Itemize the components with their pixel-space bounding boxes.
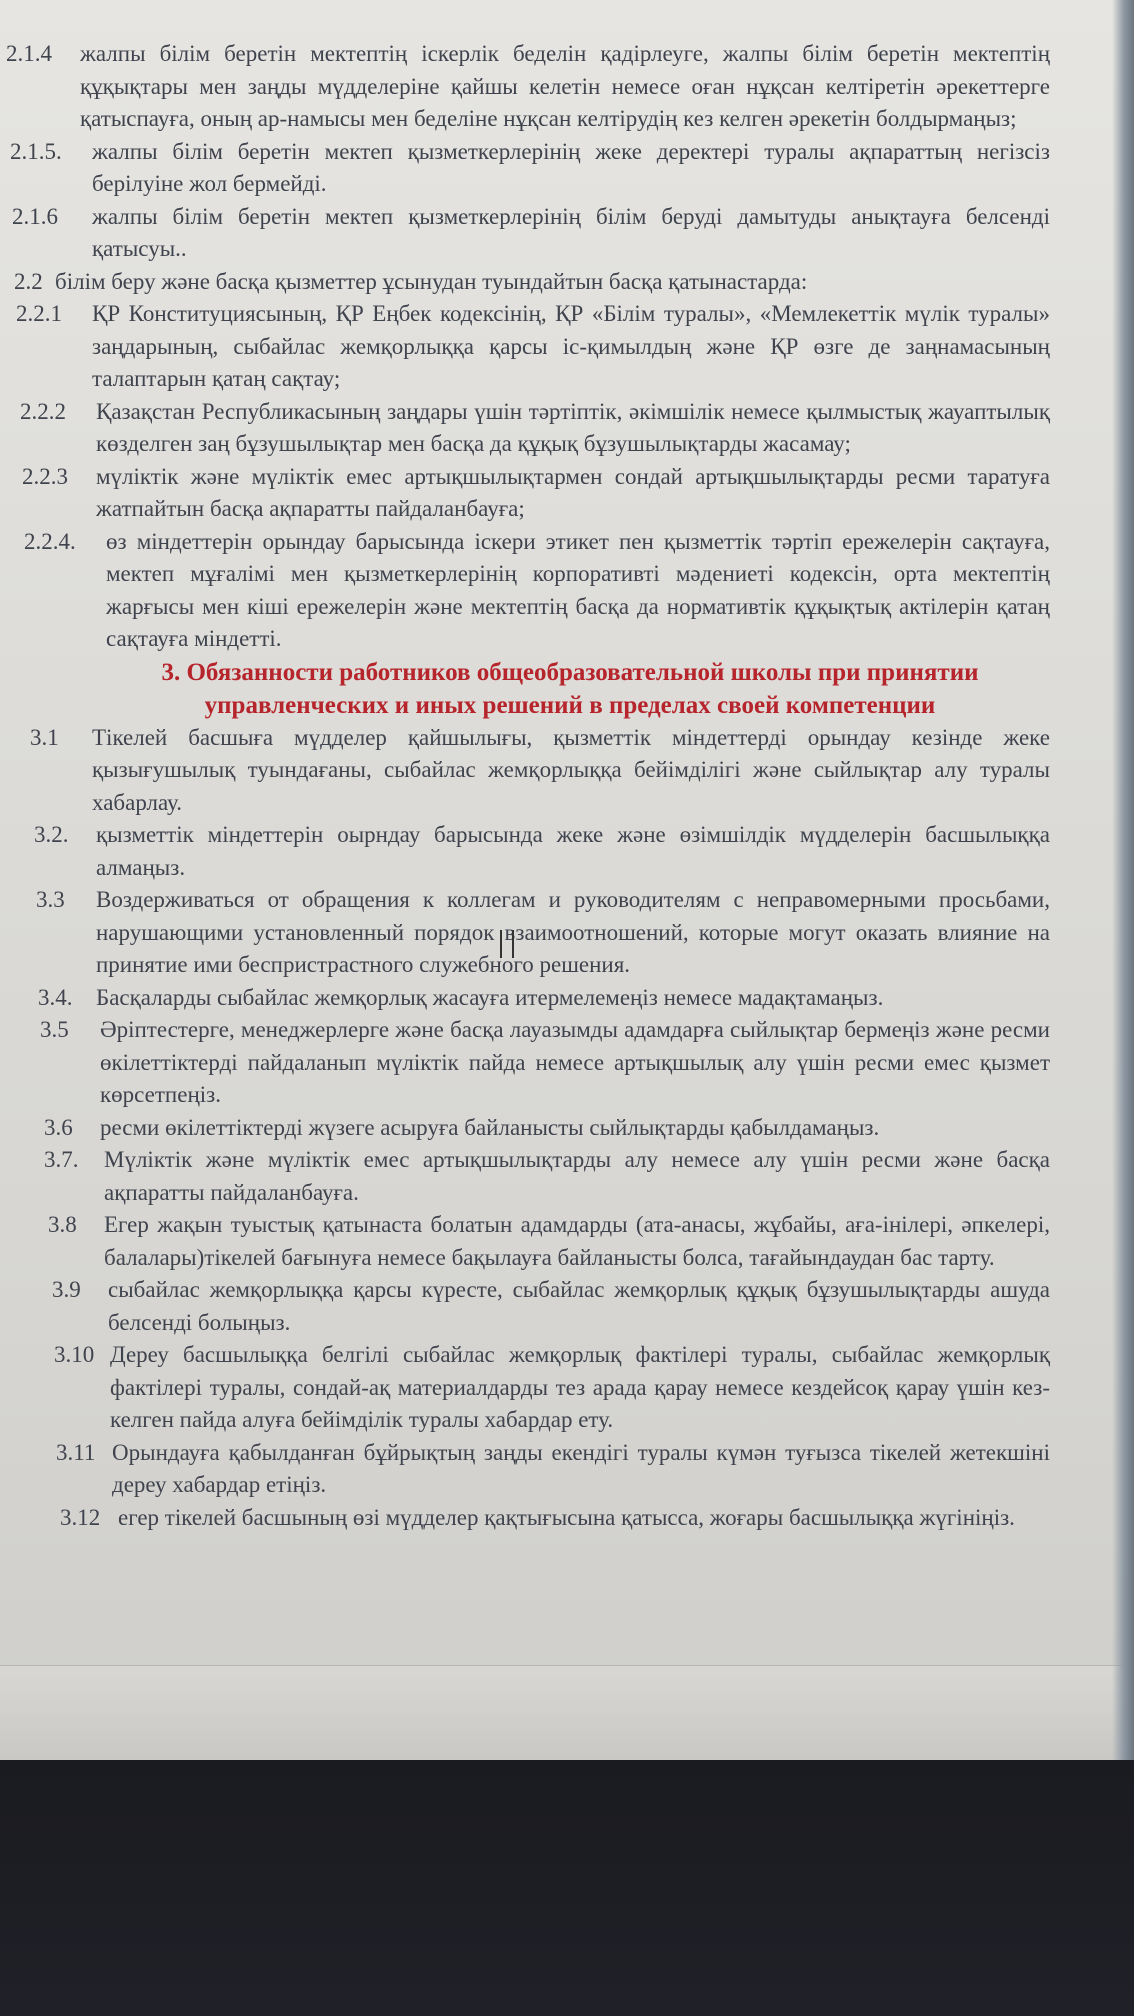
item-number: 3.7. <box>44 1147 79 1172</box>
paragraph-2-2-2 <box>0 396 1100 461</box>
item-text: Егер жақын туыстық қатынаста болатын адамдарды (ата-анасы, жұбайы, аға-інілері, әпкелері, балалары)тікелей бағынуға немесе бақылауға байланысты болса, тағайындаудан бас тарту. <box>104 1212 1050 1270</box>
item-text: Әріптестерге, менеджерлерге және басқа лауазымды адамдарға сыйлықтар бермеңіз және ресми өкілеттіктерді пайдаланып мүліктік пайда немесе артықшылық алу үшін ресми емес қызмет көрсетпеңіз. <box>100 1017 1050 1107</box>
paragraph-number: 2.1.6 <box>12 203 58 229</box>
item-number: 3.10 <box>54 1342 95 1367</box>
paragraph-2-2-1 <box>0 298 1100 396</box>
item-3-12 <box>0 1502 1100 1535</box>
monitor-bezel <box>0 1760 1134 2016</box>
paragraph-text: Қазақстан Республикасының заңдары үшін тәртіптік, әкімшілік немесе қылмыстық жауаптылық көзделген заң бұзушылықтар мен басқа да құқық бұзушылықтарды жасамау; <box>96 398 1050 456</box>
paragraph-number: 2.1.5. <box>10 138 62 164</box>
paragraph-2-2 <box>0 266 1100 299</box>
paragraph-2-1-6 <box>0 201 1100 266</box>
item-number: 3.8 <box>48 1212 77 1237</box>
item-text: Воздерживаться от обращения к коллегам и руководителям с неправомерными просьбами, нарушающими установленный порядок взаимоотношений, которые могут оказать влияние на принятие ими беспристрастного служебного решения. <box>96 887 1050 977</box>
item-number: 3.1 <box>30 724 59 750</box>
item-3-8 <box>0 1209 1100 1274</box>
section-3-heading <box>0 656 1100 722</box>
item-text: Орындауға қабылданған бұйрықтың заңды екендігі туралы күмән туғызса тікелей жетекшіні дереу хабардар етіңіз. <box>112 1439 1050 1497</box>
item-3-7 <box>0 1144 1100 1209</box>
item-text: Тікелей басшыға мүдделер қайшылығы, қызметтік міндеттерді орындау кезінде жеке қызығушылық туындағаны, сыбайлас жемқорлыққа бейімділігі және сыйлықтар алу туралы хабарлау. <box>92 724 1050 815</box>
item-text: қызметтік міндеттерін оырндау барысында жеке және өзімшілдік мүдделерін басшылыққа алмаңыз. <box>96 822 1050 880</box>
item-text: Мүліктік және мүліктік емес артықшылықтарды алу немесе алу үшін ресми және басқа ақпаратты пайдаланбауға. <box>104 1147 1050 1205</box>
item-text: сыбайлас жемқорлыққа қарсы күресте, сыбайлас жемқорлық құқық бұзушылықтарды ашуда белсенді болыңыз. <box>108 1277 1050 1335</box>
status-bar <box>0 1665 1134 1760</box>
item-number: 3.4. <box>38 984 73 1010</box>
item-number: 3.12 <box>60 1504 101 1530</box>
item-number: 3.2. <box>34 822 69 847</box>
item-3-10 <box>0 1339 1100 1437</box>
item-3-6 <box>0 1112 1100 1145</box>
item-number: 3.9 <box>52 1277 81 1302</box>
paragraph-2-2-4 <box>0 526 1100 656</box>
heading-line-2: управленческих и иных решений в пределах своей компетенции <box>204 691 936 719</box>
item-number: 3.3 <box>36 887 65 912</box>
item-number: 3.11 <box>56 1439 96 1465</box>
paragraph-text: жалпы білім беретін мектеп қызметкерлерінің білім беруді дамытуды анықтауға белсенді қатысуы.. <box>92 203 1050 261</box>
item-3-9 <box>0 1274 1100 1339</box>
paragraph-number: 2.2.4. <box>24 528 76 554</box>
paragraph-number: 2.2.2 <box>20 398 66 424</box>
paragraph-text: жалпы білім беретін мектептің іскерлік беделін қадірлеуге, жалпы білім беретін мектептің құқықтары мен заңды мүдделеріне қайшы келетін немесе оған нұқсан келтіретін әрекеттерге қатыспауға, оның ар-намысы мен беделіне нұқсан келтірудің кез келген әрекетін болдырмаңыз; <box>80 41 1050 131</box>
item-3-3 <box>0 884 1100 982</box>
item-3-4 <box>0 982 1100 1015</box>
heading-line-1: 3. Обязанности работников общеобразовательной школы при принятии <box>161 658 979 686</box>
item-text: егер тікелей басшының өзі мүдделер қақтығысына қатысса, жоғары басшылыққа жүгініңіз. <box>118 1504 1015 1530</box>
paragraph-2-1-5 <box>0 136 1100 201</box>
paragraph-number: 2.2.3 <box>22 463 68 489</box>
paragraph-text: өз міндеттерін орындау барысында іскери этикет пен қызметтік тәртіп ережелерін сақтауға, мектеп мұғалімі мен қызметкерлерінің корпоративті мәдениеті кодексін, орта мектептің жарғысы мен кіші ережелерін және мектептің басқа да нормативтік құқықтық актілерін қатаң сақтауға міндетті. <box>106 528 1050 651</box>
paragraph-number: 2.2 <box>14 268 43 294</box>
paragraph-2-1-4 <box>0 38 1100 136</box>
paragraph-number: 2.2.1 <box>16 301 62 326</box>
document-body <box>0 38 1100 1534</box>
paragraph-number: 2.1.4 <box>6 41 52 66</box>
paragraph-text: жалпы білім беретін мектеп қызметкерлерінің жеке деректері туралы ақпараттың негізсіз берілуіне жол бермейді. <box>92 138 1050 196</box>
item-number: 3.6 <box>44 1114 73 1140</box>
item-3-1 <box>0 722 1100 820</box>
paragraph-2-2-3 <box>0 461 1100 526</box>
item-3-5 <box>0 1014 1100 1112</box>
item-text: Дереу басшылыққа белгілі сыбайлас жемқорлық фактілері туралы, сыбайлас жемқорлық фактілері туралы, сондай-ақ материалдарды тез арада қарау немесе кездейсоқ қарау үшін кез-келген пайда алуға бейімділік туралы хабардар ету. <box>110 1342 1050 1432</box>
item-3-11 <box>0 1437 1100 1502</box>
screen-edge <box>1112 0 1134 1760</box>
item-3-2 <box>0 819 1100 884</box>
text-cursor-icon <box>500 930 514 958</box>
paragraph-text: мүліктік және мүліктік емес артықшылықтармен сондай артықшылықтарды ресми таратуға жатпайтын басқа ақпаратты пайдаланбауға; <box>96 463 1050 521</box>
paragraph-text: білім беру және басқа қызметтер ұсынудан туындайтын басқа қатынастарда: <box>55 268 808 294</box>
paragraph-text: ҚР Конституциясының, ҚР Еңбек кодексінің, ҚР «Білім туралы», «Мемлекеттік мүлік туралы» заңдарының, сыбайлас жемқорлыққа қарсы іс-қимылдың және ҚР өзге де заңнамасының талаптарын қатаң сақтау; <box>92 301 1050 391</box>
item-text: ресми өкілеттіктерді жүзеге асыруға байланысты сыйлықтарды қабылдамаңыз. <box>100 1114 880 1140</box>
item-number: 3.5 <box>40 1017 69 1042</box>
item-text: Басқаларды сыбайлас жемқорлық жасауға итермелемеңіз немесе мадақтамаңыз. <box>96 984 884 1010</box>
